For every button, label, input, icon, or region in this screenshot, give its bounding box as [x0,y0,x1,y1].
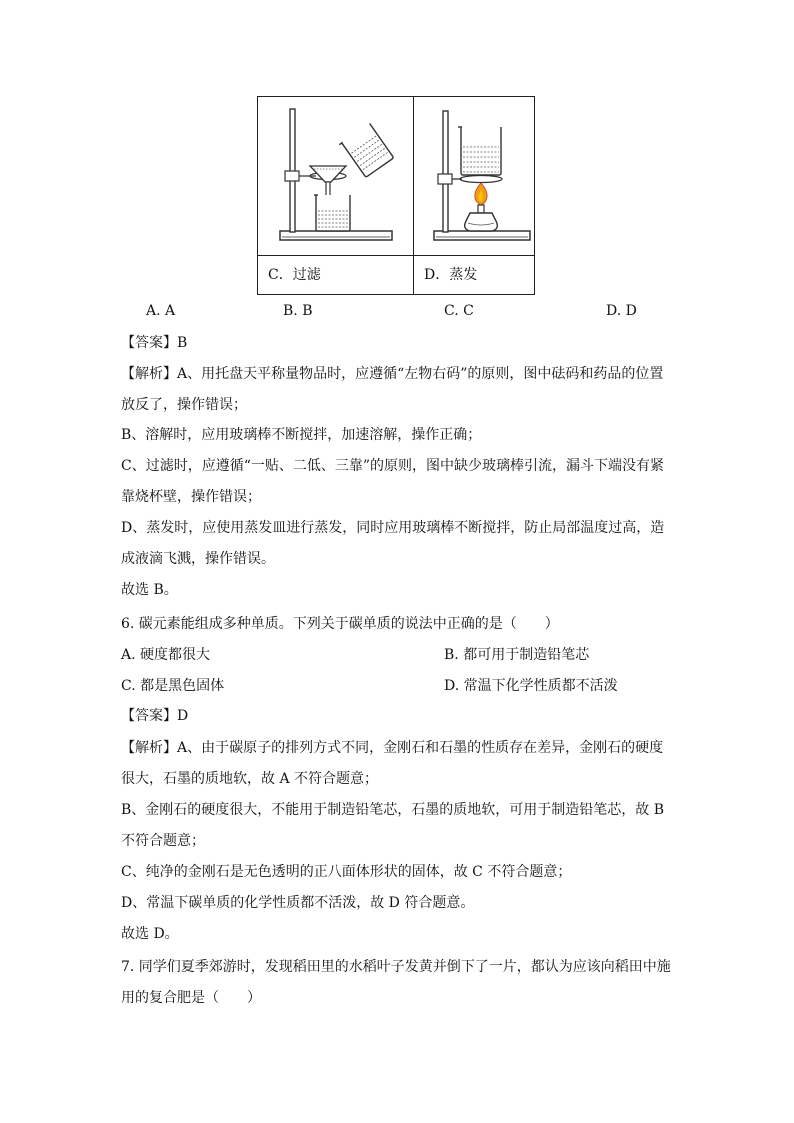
q5-analysis-line: 【解析】A、用托盘天平称量物品时，应遵循“左物右码”的原则，图中砝码和药品的位置 [121,366,664,382]
q6-analysis-line: C、纯净的金刚石是无色透明的正八面体形状的固体，故 C 不符合题意； [121,864,572,880]
q5-analysis-line: 故选 B。 [121,582,178,598]
apparatus-figure-table [257,96,535,295]
q6-stem: 6. 碳元素能组成多种单质。下列关于碳单质的说法中正确的是（ ） [121,616,559,632]
q7-stem-line: 用的复合肥是（ ） [121,990,261,1006]
q6-answer: 【答案】D [121,708,189,724]
q7-stem-line: 7. 同学们夏季郊游时，发现稻田里的水稻叶子发黄并倒下了一片，都认为应该向稻田中施 [121,959,671,975]
q5-analysis-line: 靠烧杯壁，操作错误； [121,489,261,505]
q6-analysis-line: D、常温下碳单质的化学性质都不活泼，故 D 符合题意。 [121,895,475,911]
filtration-illustration [258,97,413,255]
q6-analysis-line: 很大，石墨的质地软，故 A 不符合题意； [121,771,379,787]
q6-analysis-line: 故选 D。 [121,926,179,942]
q5-analysis-line: C、过滤时，应遵循“一贴、二低、三靠”的原则，图中缺少玻璃棒引流，漏斗下端没有紧 [121,458,665,474]
q6-option-a: A. 硬度都很大 [121,647,211,663]
q6-option-c: C. 都是黑色固体 [121,678,225,694]
evaporation-illustration [414,97,536,255]
caption-filtration: C．过滤 [268,267,321,283]
q6-analysis-line: 不符合题意； [121,833,205,849]
q5-option-c: C. C [444,303,474,319]
q5-analysis-line: 放反了，操作错误； [121,397,247,413]
q5-analysis-line: D、蒸发时，应使用蒸发皿进行蒸发，同时应用玻璃棒不断搅拌，防止局部温度过高，造 [121,520,665,536]
q5-option-b: B. B [283,303,313,319]
q5-answer: 【答案】B [121,335,188,351]
q6-option-b: B. 都可用于制造铅笔芯 [444,647,590,663]
q5-analysis-line: 成液滴飞溅，操作错误。 [121,551,275,567]
q5-option-d: D. D [606,303,637,319]
caption-evaporation: D．蒸发 [424,267,478,283]
q5-analysis-line: B、溶解时，应用玻璃棒不断搅拌，加速溶解，操作正确； [121,427,482,443]
q5-option-a: A. A [146,303,176,319]
q6-option-d: D. 常温下化学性质都不活泼 [444,678,618,694]
q6-analysis-line: B、金刚石的硬度很大，不能用于制造铅笔芯，石墨的质地软，可用于制造铅笔芯，故 B [121,802,665,818]
q6-analysis-line: 【解析】A、由于碳原子的排列方式不同，金刚石和石墨的性质存在差异，金刚石的硬度 [121,740,664,756]
